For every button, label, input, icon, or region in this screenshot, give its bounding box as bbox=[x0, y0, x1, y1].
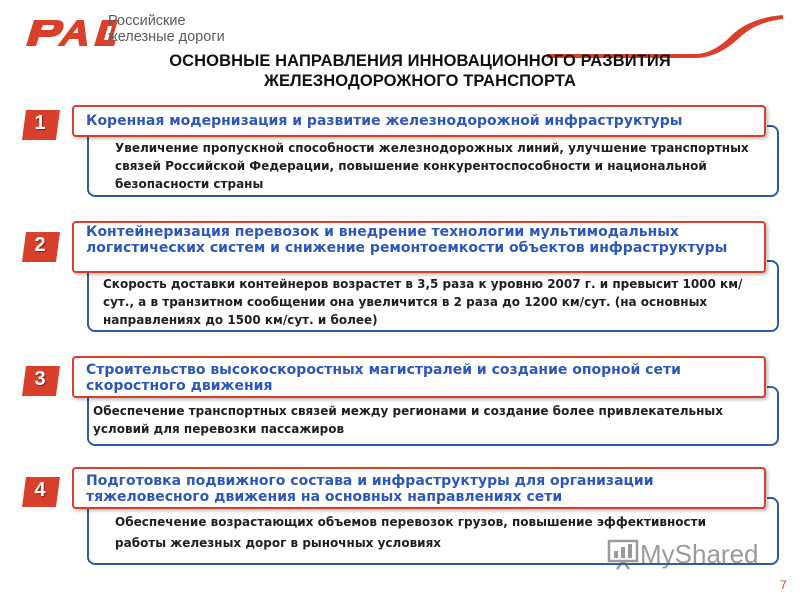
item-2-heading-text: Контейнеризация перевозок и внедрение технологии мультимодальных логистических систем и снижение ремонтоемкости объектов инфраструктуры bbox=[86, 224, 728, 256]
item-4-number: 4 bbox=[34, 479, 46, 501]
item-4-heading-text: Подготовка подвижного состава и инфраструктуры для организации тяжеловесного движения на основных направлениях сети bbox=[86, 473, 654, 505]
item-2-description bbox=[87, 270, 779, 332]
logo-line-1: Российские bbox=[108, 13, 186, 29]
page-title bbox=[0, 51, 800, 91]
item-1-description-text: Увеличение пропускной способности железнодорожных линий, улучшение транспортных связей Российской Федерации, повышение конкурентоспособности и национальной безопасности страны bbox=[115, 141, 749, 191]
item-1-heading bbox=[72, 105, 766, 137]
page-title-line-2: ЖЕЛЕЗНОДОРОЖНОГО ТРАНСПОРТА bbox=[263, 72, 577, 90]
item-2-heading bbox=[72, 221, 766, 273]
item-2-description-text: Скорость доставки контейнеров возрастет в 3,5 раза к уровню 2007 г. и превысит 1000 км/сут., а в транзитном сообщении она увеличится в 2 раза до 1200 км/сут. (на основных направлениях до 1500 км/сут. и более) bbox=[103, 277, 743, 327]
item-1-number: 1 bbox=[34, 112, 46, 134]
logo-line-2: железные дороги bbox=[108, 29, 225, 45]
item-3-heading bbox=[72, 356, 766, 398]
item-3-number: 3 bbox=[34, 368, 46, 390]
item-4-description-text: Обеспечение возрастающих объемов перевозок грузов, повышение эффективности работы железных дорог в рыночных условиях bbox=[115, 515, 706, 550]
item-3-number-badge bbox=[22, 366, 58, 398]
item-3-description-text: Обеспечение транспортных связей между регионами и создание более привлекательных условий для перевозки пассажиров bbox=[93, 404, 723, 436]
item-1-number-badge bbox=[22, 110, 58, 142]
logo-text bbox=[108, 13, 225, 45]
item-4-heading bbox=[72, 467, 766, 509]
item-1-heading-text: Коренная модернизация и развитие железнодорожной инфраструктуры bbox=[86, 113, 683, 129]
item-4-description bbox=[87, 507, 779, 565]
item-2-number: 2 bbox=[34, 234, 46, 256]
item-3-heading-text: Строительство высокоскоростных магистралей и создание опорной сети скоростного движения bbox=[86, 362, 681, 394]
item-3-description bbox=[87, 396, 779, 446]
item-1-description bbox=[87, 135, 779, 197]
item-4-number-badge bbox=[22, 477, 58, 509]
page-title-line-1: ОСНОВНЫЕ НАПРАВЛЕНИЯ ИННОВАЦИОННОГО РАЗВИТИЯ bbox=[169, 52, 671, 70]
page-number: 7 bbox=[780, 578, 787, 592]
item-2-number-badge bbox=[22, 232, 58, 264]
watermark-text: MyShared bbox=[640, 539, 759, 569]
